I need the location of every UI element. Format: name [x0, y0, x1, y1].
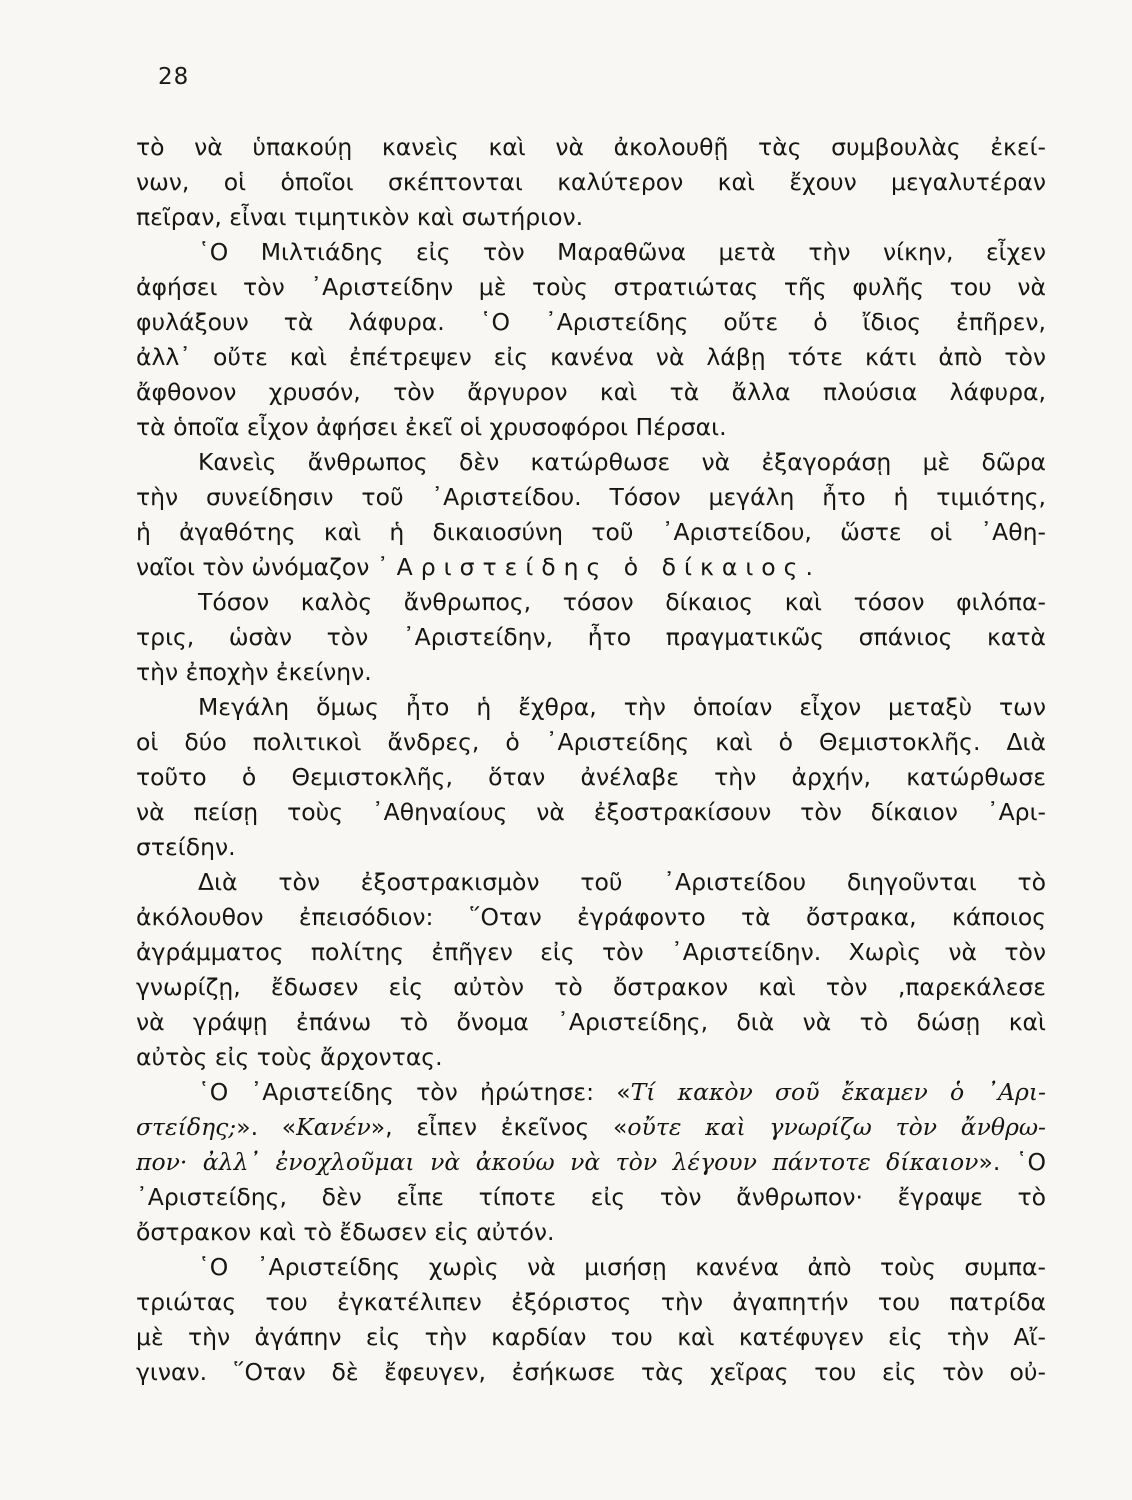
text-line: [136, 1180, 1046, 1215]
text-line: [136, 480, 1046, 515]
text-line: [136, 1145, 1046, 1180]
text-line: [136, 585, 1046, 620]
italic-text: Κανέν: [296, 1113, 371, 1141]
text-line: [136, 830, 1046, 865]
text-segment: στείδην.: [136, 833, 236, 861]
text-segment: νὰ γράψῃ ἐπάνω τὸ ὄνομα ᾿Αριστείδης, διὰ νὰ τὸ δώσῃ καὶ: [136, 1008, 1046, 1036]
text-line: [136, 935, 1046, 970]
text-line: [136, 1005, 1046, 1040]
text-segment: πεῖραν, εἶναι τιμητικὸν καὶ σωτήριον.: [136, 203, 584, 231]
text-segment: Κανεὶς ἄνθρωπος δὲν κατώρθωσε νὰ ἐξαγοράσῃ μὲ δῶρα: [198, 448, 1046, 476]
text-line: [136, 270, 1046, 305]
text-segment: τὰ ὁποῖα εἶχον ἀφήσει ἐκεῖ οἱ χρυσοφόροι Πέρσαι.: [136, 413, 727, 441]
text-segment: ἀφήσει τὸν ᾿Αριστείδην μὲ τοὺς στρατιώτας τῆς φυλῆς του νὰ: [136, 273, 1046, 301]
text-line: [136, 305, 1046, 340]
text-segment: νὰ πείσῃ τοὺς ᾿Αθηναίους νὰ ἐξοστρακίσουν τὸν δίκαιον ᾿Αρι-: [136, 798, 1046, 826]
text-line: [136, 550, 1046, 585]
body-text: [136, 130, 1046, 1390]
text-segment: », εἶπεν ἐκεῖνος «: [370, 1113, 628, 1141]
text-segment: ὄστρακον καὶ τὸ ἔδωσεν εἰς αὐτόν.: [136, 1218, 555, 1246]
italic-text: στείδης;: [136, 1113, 237, 1141]
text-line: [136, 340, 1046, 375]
text-line: [136, 1250, 1046, 1285]
italic-text: Τί κακὸν σοῦ ἔκαμεν ὁ ᾿Αρι-: [630, 1078, 1046, 1106]
text-segment: ἀκόλουθον ἐπεισόδιον: ῞Οταν ἐγράφοντο τὰ ὄστρακα, κάποιος: [136, 903, 1046, 931]
spaced-text: ᾿Αριστείδης ὁ δίκαιος.: [376, 553, 821, 581]
text-line: [136, 375, 1046, 410]
text-segment: τρις, ὡσὰν τὸν ᾿Αριστείδην, ἦτο πραγματικῶς σπάνιος κατὰ: [136, 623, 1046, 651]
text-segment: ᾿Αριστείδης, δὲν εἶπε τίποτε εἰς τὸν ἄνθρωπον· ἔγραψε τὸ: [136, 1183, 1046, 1211]
text-line: [136, 1215, 1046, 1250]
text-line: [136, 970, 1046, 1005]
text-line: [136, 1075, 1046, 1110]
text-line: [136, 760, 1046, 795]
text-segment: τοῦτο ὁ Θεμιστοκλῆς, ὅταν ἀνέλαβε τὴν ἀρχήν, κατώρθωσε: [136, 763, 1046, 791]
text-line: [136, 200, 1046, 235]
text-line: [136, 130, 1046, 165]
text-segment: Τόσον καλὸς ἄνθρωπος, τόσον δίκαιος καὶ τόσον φιλόπα-: [198, 588, 1046, 616]
text-segment: ῾Ο ᾿Αριστείδης χωρὶς νὰ μισήσῃ κανένα ἀπὸ τοὺς συμπα-: [198, 1253, 1046, 1281]
text-line: [136, 1040, 1046, 1075]
text-line: [136, 410, 1046, 445]
text-line: [136, 445, 1046, 480]
italic-text: οὔτε καὶ γνωρίζω τὸν ἄνθρω-: [627, 1113, 1046, 1141]
text-segment: μὲ τὴν ἀγάπην εἰς τὴν καρδίαν του καὶ κατέφυγεν εἰς τὴν Αἴ-: [136, 1323, 1046, 1351]
text-line: [136, 165, 1046, 200]
text-line: [136, 1285, 1046, 1320]
text-line: [136, 655, 1046, 690]
text-line: [136, 900, 1046, 935]
text-line: [136, 725, 1046, 760]
text-segment: ῾Ο Μιλτιάδης εἰς τὸν Μαραθῶνα μετὰ τὴν νίκην, εἶχεν: [198, 238, 1046, 266]
text-segment: ἀγράμματος πολίτης ἐπῆγεν εἰς τὸν ᾿Αριστείδην. Χωρὶς νὰ τὸν: [136, 938, 1046, 966]
text-line: [136, 620, 1046, 655]
text-segment: αὐτὸς εἰς τοὺς ἄρχοντας.: [136, 1043, 443, 1071]
text-line: [136, 1355, 1046, 1390]
text-segment: νων, οἱ ὁποῖοι σκέπτονται καλύτερον καὶ ἔχουν μεγαλυτέραν: [136, 168, 1046, 196]
text-segment: τριώτας του ἐγκατέλιπεν ἐξόριστος τὴν ἀγαπητήν του πατρίδα: [136, 1288, 1046, 1316]
text-segment: ». «: [236, 1113, 297, 1141]
text-line: [136, 690, 1046, 725]
text-segment: τὴν συνείδησιν τοῦ ᾿Αριστείδου. Τόσον μεγάλη ἦτο ἡ τιμιότης,: [136, 483, 1046, 511]
text-line: [136, 235, 1046, 270]
text-segment: οἱ δύο πολιτικοὶ ἄνδρες, ὁ ᾿Αριστείδης καὶ ὁ Θεμιστοκλῆς. Διὰ: [136, 728, 1046, 756]
text-segment: φυλάξουν τὰ λάφυρα. ῾Ο ᾿Αριστείδης οὔτε ὁ ἴδιος ἐπῆρεν,: [136, 308, 1046, 336]
text-line: [136, 865, 1046, 900]
text-segment: ». ῾Ο: [978, 1148, 1046, 1176]
text-line: [136, 795, 1046, 830]
text-segment: ναῖοι τὸν ὠνόμαζον: [136, 553, 377, 581]
text-segment: τὴν ἐποχὴν ἐκείνην.: [136, 658, 372, 686]
text-line: [136, 1110, 1046, 1145]
text-segment: ἄφθονον χρυσόν, τὸν ἄργυρον καὶ τὰ ἄλλα πλούσια λάφυρα,: [136, 378, 1046, 406]
text-segment: γνωρίζῃ, ἔδωσεν εἰς αὐτὸν τὸ ὄστρακον καὶ τὸν ‚παρεκάλεσε: [136, 973, 1046, 1001]
text-segment: ἀλλ᾿ οὔτε καὶ ἐπέτρεψεν εἰς κανένα νὰ λάβῃ τότε κάτι ἀπὸ τὸν: [136, 343, 1046, 371]
text-line: [136, 515, 1046, 550]
text-segment: ῾Ο ᾿Αριστείδης τὸν ἠρώτησε: «: [198, 1078, 631, 1106]
text-segment: τὸ νὰ ὑπακούῃ κανεὶς καὶ νὰ ἀκολουθῇ τὰς συμβουλὰς ἐκεί-: [136, 133, 1046, 161]
text-segment: γιναν. ῞Οταν δὲ ἔφευγεν, ἐσήκωσε τὰς χεῖρας του εἰς τὸν οὐ-: [136, 1358, 1046, 1386]
text-segment: ἡ ἀγαθότης καὶ ἡ δικαιοσύνη τοῦ ᾿Αριστείδου, ὥστε οἱ ᾿Αθη-: [136, 518, 1046, 546]
text-segment: Διὰ τὸν ἐξοστρακισμὸν τοῦ ᾿Αριστείδου διηγοῦνται τὸ: [198, 868, 1046, 896]
page-number: 28: [158, 64, 190, 90]
text-line: [136, 1320, 1046, 1355]
italic-text: πον· ἀλλ᾿ ἐνοχλοῦμαι νὰ ἀκούω νὰ τὸν λέγουν πάντοτε δίκαιον: [136, 1148, 979, 1176]
text-segment: Μεγάλη ὅμως ἦτο ἡ ἔχθρα, τὴν ὁποίαν εἶχον μεταξὺ των: [198, 693, 1046, 721]
